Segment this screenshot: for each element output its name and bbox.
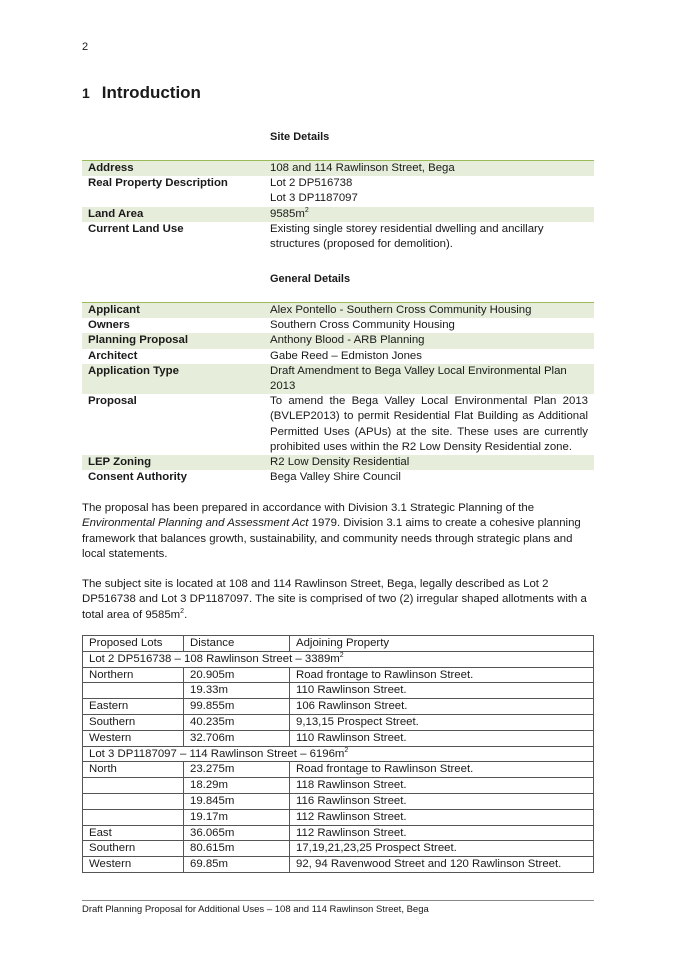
table-row: [83, 841, 594, 857]
para-text: The subject site is located at 108 and 114 Rawlinson Street, Bega, legally described as Lot 2 DP516738 and Lot 3 DP1187097. The site is comprised of two (2) irregular shaped allotments with a total area of 9585m: [82, 578, 587, 621]
distance-cell: 19.17m: [184, 809, 290, 825]
general-details-heading: General Details: [270, 273, 351, 285]
table-row: [82, 455, 594, 470]
row-value: Southern Cross Community Housing: [270, 319, 455, 332]
column-header: Adjoining Property: [290, 636, 594, 652]
para-text: The proposal has been prepared in accordance with Division 3.1 Strategic Planning of the: [82, 502, 535, 514]
lot-line: Lot 3 DP1187097: [270, 192, 358, 205]
direction-cell: Southern: [83, 841, 184, 857]
table-row: [83, 683, 594, 699]
distance-cell: 32.706m: [184, 730, 290, 746]
table-row: [82, 176, 594, 206]
lot-title: [83, 651, 594, 667]
row-value: Bega Valley Shire Council: [270, 471, 401, 484]
table-row: [82, 394, 594, 455]
site-details-table: [82, 160, 594, 252]
row-label: Address: [82, 161, 264, 177]
direction-cell: [83, 778, 184, 794]
lot-line: Lot 2 DP516738: [270, 177, 353, 190]
row-value: Gabe Reed – Edmiston Jones: [270, 349, 422, 362]
row-value: Anthony Blood - ARB Planning: [264, 333, 594, 348]
row-value: Draft Amendment to Bega Valley Local Environmental Plan 2013: [264, 364, 594, 394]
site-details-heading: Site Details: [270, 131, 330, 143]
table-row: [83, 699, 594, 715]
row-value: R2 Low Density Residential: [264, 455, 594, 470]
direction-cell: North: [83, 762, 184, 778]
paragraph-division: [82, 501, 594, 562]
table-row: [83, 857, 594, 873]
adjoining-cell: Road frontage to Rawlinson Street.: [290, 762, 594, 778]
distance-cell: 80.615m: [184, 841, 290, 857]
table-row: [83, 714, 594, 730]
paragraph-site: [82, 577, 594, 623]
direction-cell: East: [83, 825, 184, 841]
table-row: [82, 364, 594, 394]
adjoining-cell: 9,13,15 Prospect Street.: [290, 714, 594, 730]
row-label: Planning Proposal: [82, 333, 264, 348]
row-label: LEP Zoning: [82, 455, 264, 470]
adjoining-cell: 112 Rawlinson Street.: [290, 825, 594, 841]
adjoining-cell: 92, 94 Ravenwood Street and 120 Rawlinson Street.: [290, 857, 594, 873]
row-label: Applicant: [82, 303, 264, 319]
lots-table: [82, 635, 594, 873]
table-row: [83, 730, 594, 746]
column-header: Proposed Lots: [83, 636, 184, 652]
direction-cell: [83, 793, 184, 809]
row-label: Proposal: [88, 395, 137, 408]
row-value: Alex Pontello - Southern Cross Community Housing: [264, 303, 594, 319]
direction-cell: Western: [83, 730, 184, 746]
general-details-table: [82, 302, 594, 485]
superscript: 2: [339, 652, 344, 659]
row-label: Application Type: [82, 364, 264, 394]
table-row: [82, 349, 594, 364]
table-row: [83, 825, 594, 841]
direction-cell: [83, 683, 184, 699]
para-end: .: [184, 608, 188, 621]
row-value: Existing single storey residential dwelling and ancillary structures (proposed for demolition).: [270, 222, 544, 251]
table-row: [83, 809, 594, 825]
row-label: Current Land Use: [88, 222, 184, 235]
para-text: 1979. Division 3.1 aims to create a cohesive planning framework that balances growth, sustainability, and community needs through strategic plans and local statements.: [82, 517, 581, 560]
table-row: [82, 318, 594, 333]
lot-title-row: [83, 651, 594, 667]
adjoining-cell: 112 Rawlinson Street.: [290, 809, 594, 825]
footer-divider: [82, 900, 594, 901]
adjoining-cell: 110 Rawlinson Street.: [290, 683, 594, 699]
distance-cell: 23.275m: [184, 762, 290, 778]
adjoining-cell: Road frontage to Rawlinson Street.: [290, 667, 594, 683]
adjoining-cell: 110 Rawlinson Street.: [290, 730, 594, 746]
table-row: [82, 222, 594, 252]
row-label: Architect: [88, 349, 138, 362]
adjoining-cell: 17,19,21,23,25 Prospect Street.: [290, 841, 594, 857]
direction-cell: Eastern: [83, 699, 184, 715]
page-number: 2: [82, 41, 89, 53]
table-row: [82, 303, 594, 319]
act-title: Environmental Planning and Assessment Act: [82, 517, 309, 530]
table-row: [82, 207, 594, 222]
row-value: [264, 176, 594, 206]
section-heading: [82, 83, 201, 103]
column-header: Distance: [184, 636, 290, 652]
table-row: [82, 333, 594, 348]
row-label: Consent Authority: [88, 471, 187, 484]
distance-cell: 19.845m: [184, 793, 290, 809]
superscript: 2: [344, 746, 349, 754]
distance-cell: 19.33m: [184, 683, 290, 699]
superscript: 2: [180, 607, 185, 615]
distance-cell: 99.855m: [184, 699, 290, 715]
table-row: [82, 470, 594, 485]
adjoining-cell: 116 Rawlinson Street.: [290, 793, 594, 809]
row-value: 108 and 114 Rawlinson Street, Bega: [264, 161, 594, 177]
table-header-row: [83, 636, 594, 652]
section-number: 1: [82, 85, 90, 101]
adjoining-cell: 106 Rawlinson Street.: [290, 699, 594, 715]
table-row: [83, 793, 594, 809]
table-row: [82, 161, 594, 177]
row-value: To amend the Bega Valley Local Environmental Plan 2013 (BVLEP2013) to permit Residential Flat Building as Additional Permitted Uses (APUs) at the site. These uses are currently prohibited uses within the R2 Low Density Residential zone.: [270, 395, 588, 453]
row-label: Owners: [88, 319, 130, 332]
row-label: Land Area: [82, 207, 264, 222]
direction-cell: Southern: [83, 714, 184, 730]
row-value: [264, 207, 594, 222]
adjoining-cell: 118 Rawlinson Street.: [290, 778, 594, 794]
table-row: [83, 778, 594, 794]
lot-title-text: Lot 3 DP1187097 – 114 Rawlinson Street – 6196m: [89, 747, 345, 760]
land-area: 9585m: [270, 207, 305, 220]
page-footer: Draft Planning Proposal for Additional Uses – 108 and 114 Rawlinson Street, Bega: [82, 904, 429, 915]
distance-cell: 69.85m: [184, 857, 290, 873]
lot-title-row: [83, 746, 594, 762]
distance-cell: 20.905m: [184, 667, 290, 683]
lot-title: [83, 746, 594, 762]
distance-cell: 18.29m: [184, 778, 290, 794]
table-row: [83, 667, 594, 683]
lot-title-text: Lot 2 DP516738 – 108 Rawlinson Street – 3389m: [89, 652, 340, 665]
section-title: Introduction: [101, 83, 201, 102]
distance-cell: 40.235m: [184, 714, 290, 730]
row-label: Real Property Description: [88, 177, 228, 190]
direction-cell: [83, 809, 184, 825]
superscript: 2: [304, 206, 309, 214]
distance-cell: 36.065m: [184, 825, 290, 841]
table-row: [83, 762, 594, 778]
direction-cell: Northern: [83, 667, 184, 683]
direction-cell: Western: [83, 857, 184, 873]
